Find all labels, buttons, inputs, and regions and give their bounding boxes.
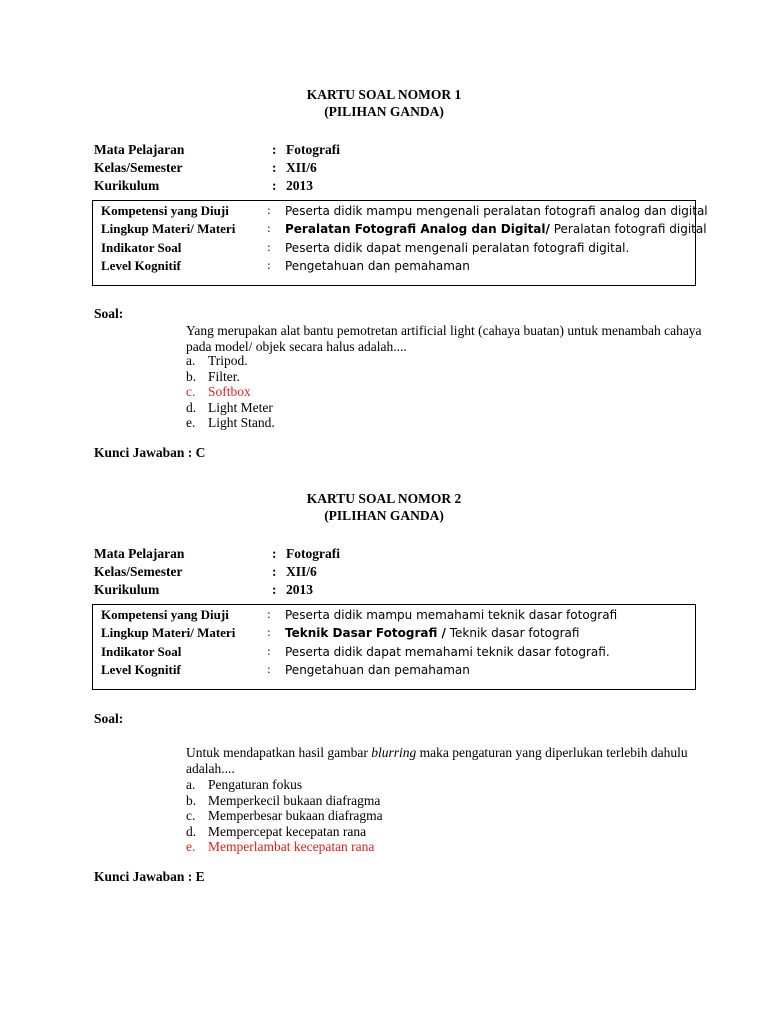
option-text: Tripod. [208, 353, 248, 368]
option-text: Pengaturan fokus [208, 777, 303, 792]
box-value [285, 645, 610, 659]
option-text: Memperbesar bukaan diafragma [208, 808, 383, 823]
meta-label: Kurikulum [94, 582, 160, 597]
meta-row-class [94, 563, 594, 581]
meta-colon: : [272, 582, 277, 597]
box-value [285, 259, 470, 273]
box-colon: : [267, 626, 271, 639]
option-text: Memperlambat kecepatan rana [208, 839, 375, 854]
box-value-text: Teknik dasar fotografi [445, 626, 580, 640]
meta-label: Kurikulum [94, 178, 160, 193]
box-colon: : [267, 241, 271, 254]
option-letter: a. [186, 777, 196, 792]
option-text: Memperkecil bukaan diafragma [208, 792, 381, 808]
meta-colon: : [272, 178, 277, 193]
box-label: Kompetensi yang Diuji [101, 607, 229, 622]
box-value-text: Peserta didik mampu mengenali peralatan fotografi analog dan digital [285, 204, 708, 218]
box-value [285, 222, 707, 236]
card-title: KARTU SOAL NOMOR 2 [306, 491, 462, 506]
box-label: Level Kognitif [101, 258, 181, 273]
meta-row-subject [94, 545, 594, 563]
meta-row-curriculum [94, 581, 594, 599]
meta-value: 2013 [286, 582, 313, 597]
box-label: Lingkup Materi/ Materi [101, 625, 236, 640]
question-text [186, 323, 706, 355]
question-text-part: maka pengaturan yang diperlukan terlebih dahulu adalah.... [186, 745, 688, 776]
question-text-part: Yang merupakan alat bantu pemotretan artificial light (cahaya buatan) untuk menambah cahaya pada model/ objek secara halus adalah.... [186, 323, 702, 354]
meta-colon: : [272, 160, 277, 175]
box-colon: : [267, 608, 271, 621]
box-colon: : [267, 204, 271, 217]
box-colon: : [267, 645, 271, 658]
answer-key: Kunci Jawaban : E [94, 869, 205, 884]
option-letter: b. [186, 368, 197, 384]
box-value-text: Peserta didik dapat mengenali peralatan fotografi digital. [285, 241, 630, 255]
meta-value: 2013 [286, 178, 313, 193]
box-label: Lingkup Materi/ Materi [101, 221, 236, 236]
meta-colon: : [272, 546, 277, 561]
box-row-competency [101, 203, 708, 221]
option-letter: d. [186, 399, 197, 415]
box-value-text: Peralatan fotografi digital [549, 222, 707, 236]
option-letter: b. [186, 792, 197, 808]
box-colon: : [267, 663, 271, 676]
meta-label: Mata Pelajaran [94, 546, 185, 561]
option-text: Mempercepat kecepatan rana [208, 823, 367, 839]
box-value [285, 241, 629, 255]
box-value [285, 608, 617, 622]
box-row-indicator [101, 240, 691, 258]
option-letter: a. [186, 353, 196, 368]
meta-label: Kelas/Semester [94, 160, 183, 175]
meta-value: XII/6 [286, 160, 317, 175]
card-subtitle: (PILIHAN GANDA) [324, 104, 444, 119]
box-value-bold: Teknik Dasar Fotografi / [285, 626, 446, 640]
box-value [285, 626, 579, 640]
box-row-level [101, 662, 691, 680]
box-label: Kompetensi yang Diuji [101, 203, 229, 218]
box-label: Level Kognitif [101, 662, 181, 677]
card-title: KARTU SOAL NOMOR 1 [306, 87, 462, 102]
option-letter: e. [186, 839, 196, 854]
box-colon: : [267, 259, 271, 272]
option-letter: c. [186, 808, 196, 823]
box-value-text: Peserta didik mampu memahami teknik dasar fotografi [285, 608, 618, 622]
option-text: Softbox [208, 384, 251, 399]
meta-colon: : [272, 564, 277, 579]
meta-value: XII/6 [286, 564, 317, 579]
soal-label: Soal: [94, 711, 124, 726]
option-letter: c. [186, 384, 196, 399]
meta-value: Fotografi [286, 546, 340, 561]
box-colon: : [267, 222, 271, 235]
option-text: Light Stand. [208, 415, 275, 430]
question-text [186, 745, 706, 777]
meta-row-class [94, 159, 594, 177]
box-label: Indikator Soal [101, 240, 182, 255]
soal-label: Soal: [94, 306, 124, 321]
box-row-scope [101, 625, 691, 643]
card-meta [94, 141, 594, 195]
box-row-scope [101, 221, 707, 239]
question-text-emphasis: blurring [371, 745, 417, 760]
box-label: Indikator Soal [101, 644, 182, 659]
box-value-text: Pengetahuan dan pemahaman [285, 663, 470, 677]
card-subtitle: (PILIHAN GANDA) [324, 508, 444, 523]
meta-label: Mata Pelajaran [94, 142, 185, 157]
box-row-indicator [101, 644, 691, 662]
option-text: Light Meter [208, 399, 273, 415]
box-value [285, 204, 708, 218]
option-letter: d. [186, 823, 197, 839]
competency-box [92, 200, 708, 286]
question-card-1 [0, 86, 768, 460]
answer-key: Kunci Jawaban : C [94, 445, 206, 460]
box-value-bold: Peralatan Fotografi Analog dan Digital/ [285, 222, 550, 236]
box-value-text: Pengetahuan dan pemahaman [285, 259, 470, 273]
question-text-part: Untuk mendapatkan hasil gambar [186, 745, 372, 760]
box-value [285, 663, 470, 677]
card-meta [94, 545, 594, 599]
competency-box [92, 604, 696, 690]
option-letter: e. [186, 415, 196, 430]
meta-colon: : [272, 142, 277, 157]
meta-value: Fotografi [286, 142, 340, 157]
option-text: Filter. [208, 368, 240, 384]
box-value-text: Peserta didik dapat memahami teknik dasar fotografi. [285, 645, 610, 659]
meta-row-curriculum [94, 177, 594, 195]
box-row-level [101, 258, 691, 276]
meta-label: Kelas/Semester [94, 564, 183, 579]
question-card-2 [0, 490, 768, 884]
box-row-competency [101, 607, 691, 625]
meta-row-subject [94, 141, 594, 159]
